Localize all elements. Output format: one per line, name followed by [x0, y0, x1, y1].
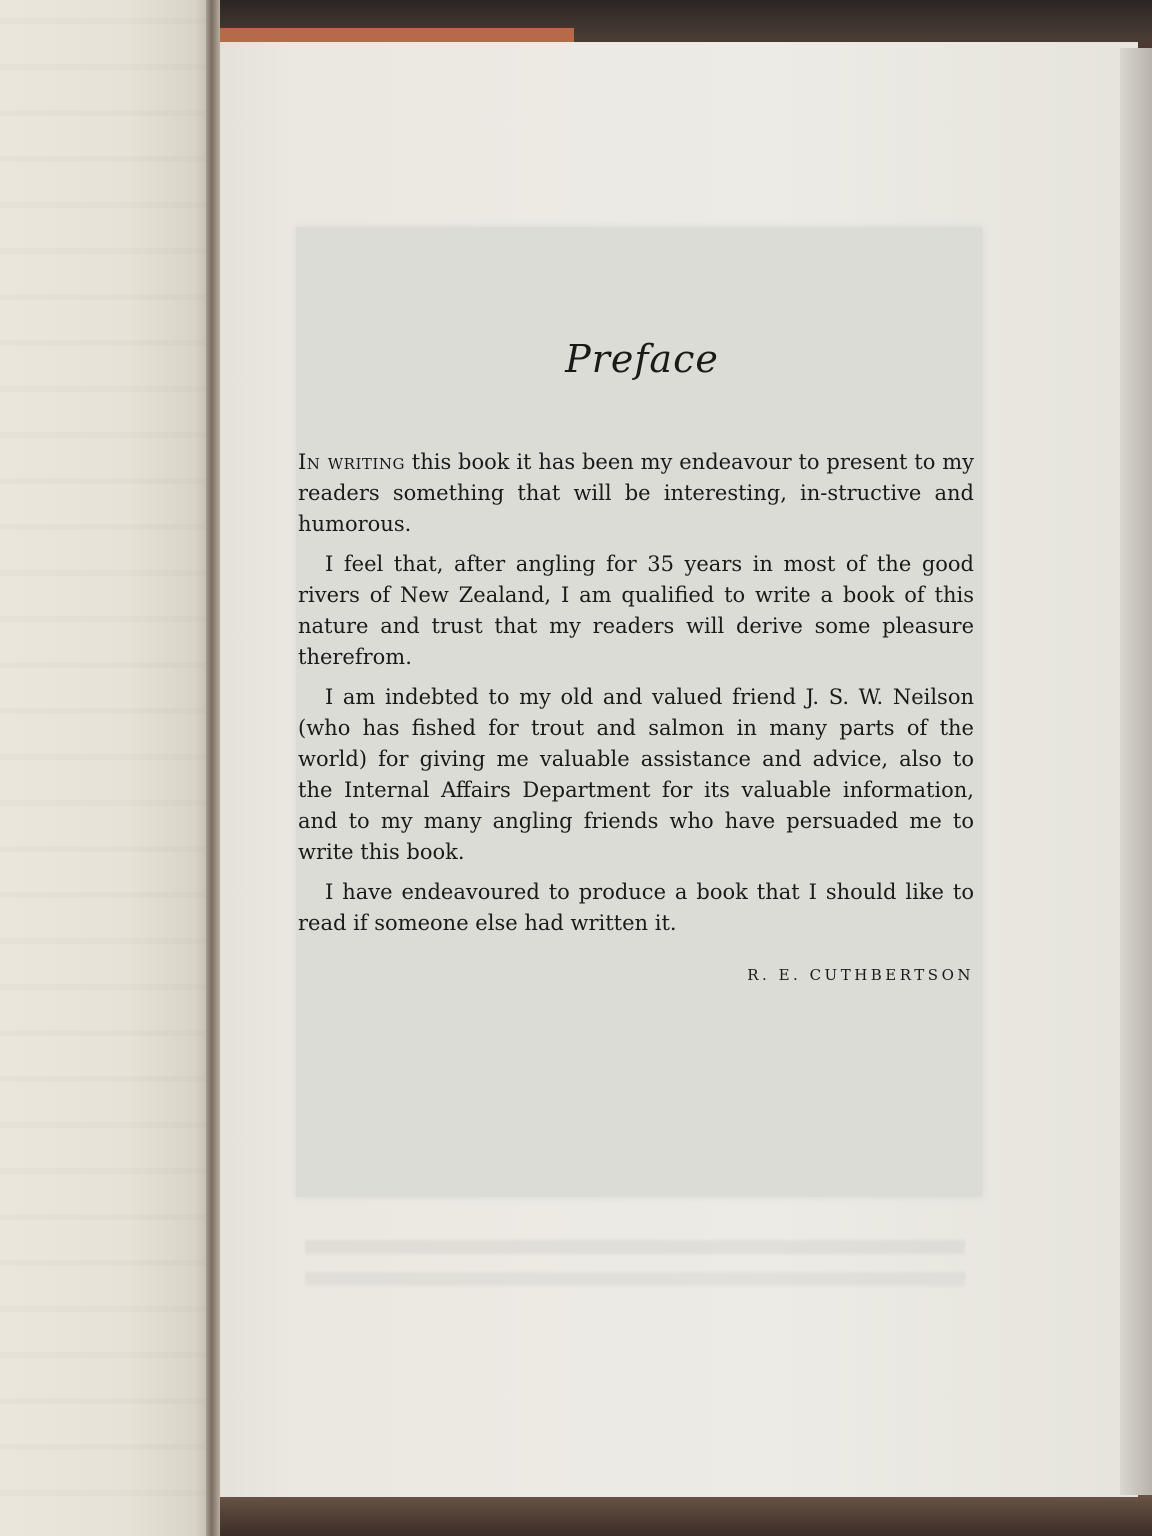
preface-paragraph-4: I have endeavoured to produce a book that I should like to read if someone else had written it. [298, 880, 974, 935]
left-page-texture [0, 0, 212, 1536]
author-signature: R. E. CUTHBERTSON [747, 966, 974, 984]
page-edge [1120, 48, 1152, 1495]
preface-text-block [298, 336, 974, 984]
reverse-caption-showthrough [305, 1238, 965, 1290]
paragraph-text: this book it has been my endeavour to present to my readers something that will be interesting, in-structive and humorous. [298, 450, 974, 536]
preface-paragraph-1 [298, 447, 974, 540]
book-gutter [206, 0, 220, 1536]
preface-paragraph-3: I am indebted to my old and valued friend J. S. W. Neilson (who has fished for trout and salmon in many parts of the world) for giving me valuable assistance and advice, also to the Internal Affairs Department for its valuable information, and to my many angling friends who have persuaded me to write this book. [298, 685, 974, 864]
page-title: Preface [565, 337, 719, 381]
preface-paragraph-2: I feel that, after angling for 35 years in most of the good rivers of New Zealand, I am qualified to write a book of this nature and trust that my readers will derive some pleasure therefrom. [298, 552, 974, 669]
paragraph-lead-small-caps: In writing [298, 450, 405, 474]
